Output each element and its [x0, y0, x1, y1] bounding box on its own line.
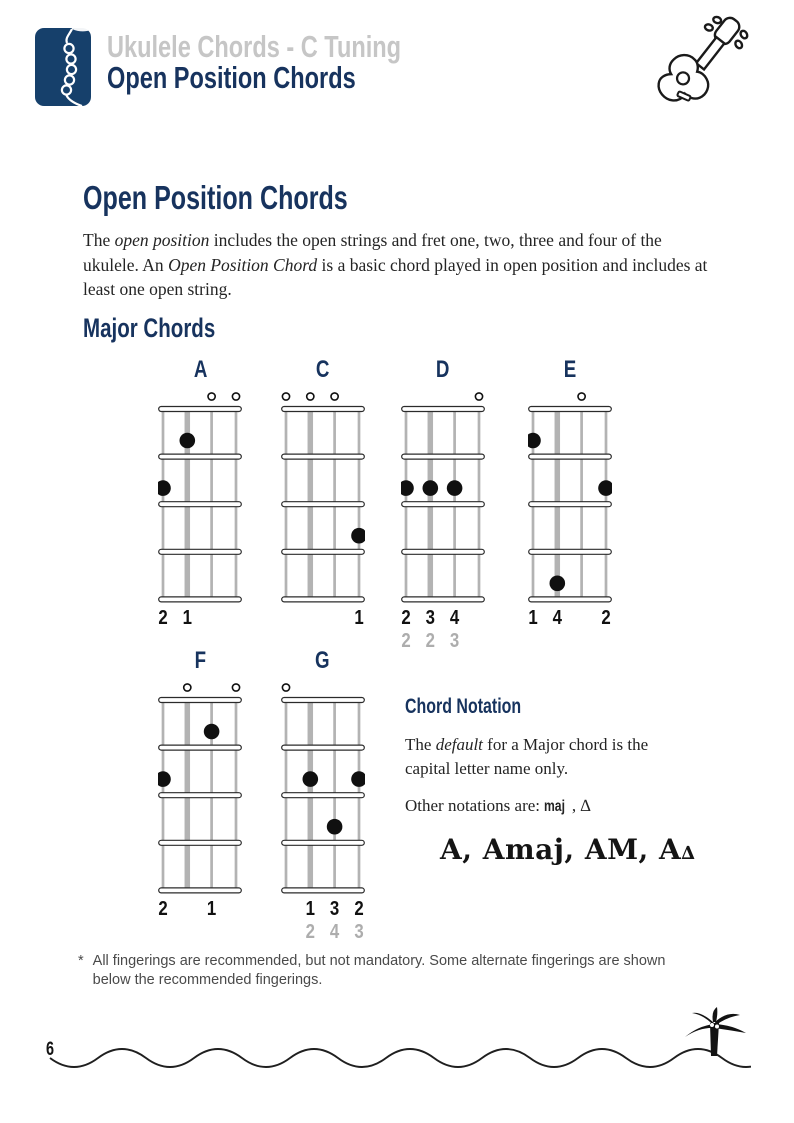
nut-line: [159, 698, 242, 703]
nut-line: [281, 698, 364, 703]
finger-number: 2: [354, 896, 364, 920]
chord-label-A: [158, 356, 242, 384]
open-string-marker: [282, 684, 289, 691]
chord-label-text: C: [315, 356, 330, 383]
finger-dot: [158, 771, 171, 787]
finger-dot: [180, 433, 196, 449]
fret-line: [281, 888, 364, 893]
fret-line: [401, 597, 484, 602]
text-segment: ukulele. An: [83, 254, 169, 275]
finger-number: 1: [528, 605, 538, 629]
finger-number: 3: [425, 605, 435, 629]
notation-example-triangle: ∆: [681, 843, 696, 864]
page-title-text: Open Position Chords: [83, 179, 348, 216]
finger-dot: [550, 576, 566, 592]
text-segment: capital letter name only.: [405, 758, 569, 778]
fret-line: [159, 549, 242, 554]
chord-label-E: [528, 356, 612, 384]
page-number-text: 6: [46, 1039, 55, 1060]
alt-finger-number: 2: [305, 919, 315, 943]
finger-number: 2: [158, 605, 168, 629]
open-string-marker: [578, 393, 585, 400]
open-string-marker: [233, 393, 240, 400]
header-subtitle-text: Open Position Chords: [107, 60, 356, 95]
nut-line: [281, 407, 364, 412]
chord-label-text: D: [435, 356, 450, 383]
chord-diagram-C: [281, 385, 365, 653]
finger-dot: [422, 480, 438, 496]
open-string-marker: [208, 393, 215, 400]
ukulele-icon: [650, 8, 760, 116]
section-title-major-chords: [83, 313, 257, 344]
footnote-text: All fingerings are recommended, but not mandatory. Some alternate fingerings are shown below the recommended fingerings.: [92, 953, 666, 988]
fret-line: [159, 502, 242, 507]
fret-line: [159, 793, 242, 798]
notation-p2-suffix: , ∆: [571, 796, 591, 815]
fret-line: [281, 502, 364, 507]
fret-line: [529, 549, 612, 554]
fret-line: [281, 840, 364, 845]
finger-number: 1: [182, 605, 193, 629]
finger-number: 3: [329, 896, 339, 920]
chord-label-text: A: [193, 356, 208, 383]
finger-dot: [446, 480, 462, 496]
notation-paragraph-2: [405, 794, 705, 819]
finger-dot: [351, 771, 365, 787]
notation-title-text: Chord Notation: [405, 695, 522, 718]
chord-label-text: F: [194, 647, 207, 674]
finger-dot: [326, 819, 342, 835]
open-string-marker: [331, 393, 338, 400]
fret-line: [159, 888, 242, 893]
finger-dot: [598, 480, 612, 496]
fret-line: [401, 454, 484, 459]
chord-diagram-D: [401, 385, 485, 653]
fret-line: [281, 454, 364, 459]
alt-finger-number: 2: [425, 628, 435, 652]
fret-line: [529, 454, 612, 459]
nut-line: [401, 407, 484, 412]
chord-label-F: [158, 647, 242, 675]
finger-number: 1: [354, 605, 364, 629]
chord-label-G: [281, 647, 365, 675]
alt-finger-number: 2: [401, 628, 411, 652]
notation-example: [440, 833, 695, 866]
fret-line: [401, 549, 484, 554]
text-segment: The: [405, 735, 436, 754]
intro-paragraph: [83, 228, 731, 302]
beads-logo-icon: [35, 28, 91, 106]
finger-dot: [401, 480, 414, 496]
finger-number: 1: [305, 896, 315, 920]
text-segment: default: [435, 735, 483, 754]
fret-line: [159, 745, 242, 750]
notation-title: [405, 695, 705, 719]
fret-line: [281, 745, 364, 750]
finger-number: 2: [158, 896, 168, 920]
alt-finger-number: 3: [354, 919, 364, 943]
finger-number: 4: [449, 605, 459, 629]
notation-maj-label: [544, 798, 572, 815]
wave-divider: [45, 1036, 751, 1086]
notation-p2-prefix: Other notations are:: [405, 796, 545, 815]
finger-dot: [302, 771, 318, 787]
chord-diagram-F: [158, 676, 242, 944]
finger-dot: [158, 480, 171, 496]
notation-paragraph-1: [405, 733, 705, 780]
header-title-text: Ukulele Chords - C Tuning: [107, 29, 402, 64]
fret-line: [401, 502, 484, 507]
open-string-marker: [233, 684, 240, 691]
text-segment: The: [83, 230, 115, 250]
chord-label-D: [401, 356, 485, 384]
notation-maj-text: maj: [544, 798, 566, 815]
text-segment: for a Major chord is the: [482, 735, 649, 754]
notation-example-text: A, Amaj, AM, A: [440, 833, 682, 866]
alt-finger-number: 4: [329, 919, 339, 943]
chord-diagram-E: [528, 385, 612, 653]
text-segment: Open Position Chord: [168, 254, 318, 275]
nut-line: [529, 407, 612, 412]
finger-dot: [528, 433, 541, 449]
section-title-text: Major Chords: [83, 313, 216, 343]
fret-line: [281, 549, 364, 554]
fret-line: [159, 454, 242, 459]
fret-line: [159, 840, 242, 845]
open-string-marker: [306, 393, 313, 400]
finger-dot: [204, 724, 220, 740]
chord-diagram-A: [158, 385, 242, 653]
finger-number: 2: [601, 605, 611, 629]
palm-tree-icon: [676, 1004, 752, 1080]
fret-line: [529, 597, 612, 602]
nut-line: [159, 407, 242, 412]
open-string-marker: [184, 684, 191, 691]
page-title: [83, 179, 431, 217]
finger-number: 4: [552, 605, 563, 629]
open-string-marker: [282, 393, 289, 400]
header-subtitle: [107, 60, 434, 96]
chord-label-C: [281, 356, 365, 384]
chord-label-text: E: [564, 356, 577, 383]
alt-finger-number: 3: [449, 628, 459, 652]
fret-line: [159, 597, 242, 602]
fret-line: [281, 597, 364, 602]
chord-label-text: G: [315, 647, 330, 674]
open-string-marker: [475, 393, 482, 400]
text-segment: is a basic chord played in open position and includes at: [317, 254, 708, 275]
footnote: [78, 952, 665, 989]
chord-diagram-G: [281, 676, 365, 944]
finger-dot: [351, 528, 365, 544]
text-segment: includes the open strings and fret one, two, three and four of the: [209, 230, 662, 250]
text-segment: least one open string.: [83, 279, 232, 300]
footnote-asterisk: *: [78, 953, 84, 969]
text-segment: open position: [114, 230, 210, 250]
finger-number: 1: [207, 896, 217, 920]
fret-line: [281, 793, 364, 798]
chord-notation-block: [405, 695, 705, 819]
fret-line: [529, 502, 612, 507]
finger-number: 2: [401, 605, 411, 629]
